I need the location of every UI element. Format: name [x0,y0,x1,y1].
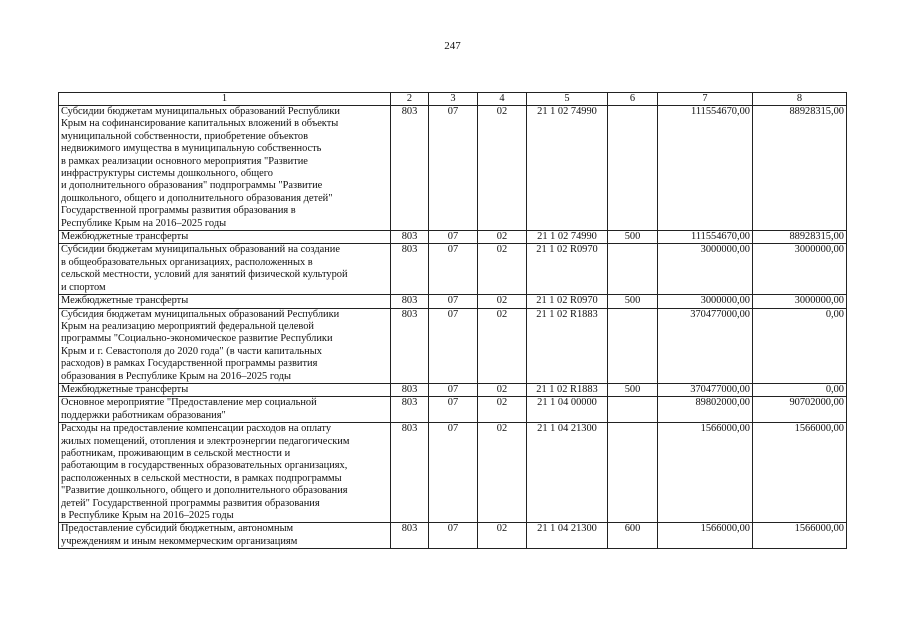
row-description: Межбюджетные трансферты [59,383,391,396]
budget-table [58,92,847,549]
target-article-code: 21 1 02 74990 [527,231,608,244]
page-number: 247 [444,40,461,52]
table-row [59,231,847,244]
target-article-code: 21 1 02 R0970 [527,244,608,295]
header-row [59,93,847,106]
row-description: Субсидии бюджетам муниципальных образований на создание в общеобразовательных организациях, расположенных в сельской местности, условий для занятий физической культурой и спортом [59,244,391,295]
amount-col-7: 3000000,00 [658,244,753,295]
admin-code: 803 [391,106,429,231]
target-article-code: 21 1 02 R1883 [527,383,608,396]
target-article-code: 21 1 02 R1883 [527,308,608,383]
target-article-code: 21 1 02 74990 [527,106,608,231]
expense-type-code: 600 [608,523,658,549]
amount-col-8: 3000000,00 [753,244,847,295]
row-description: Основное мероприятие "Предоставление мер социальной поддержки работникам образования" [59,397,391,423]
table-row [59,397,847,423]
expense-type-code [608,397,658,423]
amount-col-8: 90702000,00 [753,397,847,423]
subsection-code: 02 [478,244,527,295]
table-row [59,523,847,549]
subsection-code: 02 [478,308,527,383]
admin-code: 803 [391,523,429,549]
header-col-7: 7 [658,93,753,106]
amount-col-7: 89802000,00 [658,397,753,423]
expense-type-code: 500 [608,295,658,308]
table-row [59,423,847,523]
amount-col-8: 3000000,00 [753,295,847,308]
row-description: Предоставление субсидий бюджетным, автономным учреждениям и иным некоммерческим организациям [59,523,391,549]
subsection-code: 02 [478,397,527,423]
section-code: 07 [429,295,478,308]
amount-col-7: 111554670,00 [658,106,753,231]
section-code: 07 [429,397,478,423]
target-article-code: 21 1 04 21300 [527,423,608,523]
section-code: 07 [429,423,478,523]
amount-col-7: 1566000,00 [658,423,753,523]
amount-col-8: 88928315,00 [753,106,847,231]
amount-col-8: 0,00 [753,308,847,383]
subsection-code: 02 [478,295,527,308]
row-description: Межбюджетные трансферты [59,231,391,244]
row-description: Субсидии бюджетам муниципальных образований Республики Крым на софинансирование капитальных вложений в объекты муниципальной собственности, приобретение объектов недвижимого имущества в муниципальную собственность в рамках реализации основного мероприятия "Развитие инфраструктуры системы дошкольного, общего и дополнительного образования" подпрограммы "Развитие дошкольного, общего и дополнительного образования детей" Государственной программы развития образования в Республике Крым на 2016–2025 годы [59,106,391,231]
table-row [59,295,847,308]
amount-col-8: 88928315,00 [753,231,847,244]
admin-code: 803 [391,308,429,383]
table-row [59,106,847,231]
row-description: Расходы на предоставление компенсации расходов на оплату жилых помещений, отопления и электроэнергии педагогическим работникам, проживающим в сельской местности и работающим в государственных образовательных организациях, расположенных в сельской местности, в рамках подпрограммы "Развитие дошкольного, общего и дополнительного образования детей" Государственной программы развития образования в Республике Крым на 2016–2025 годы [59,423,391,523]
expense-type-code [608,423,658,523]
header-col-3: 3 [429,93,478,106]
subsection-code: 02 [478,106,527,231]
section-code: 07 [429,244,478,295]
amount-col-7: 1566000,00 [658,523,753,549]
admin-code: 803 [391,295,429,308]
admin-code: 803 [391,397,429,423]
amount-col-8: 1566000,00 [753,523,847,549]
header-col-4: 4 [478,93,527,106]
admin-code: 803 [391,244,429,295]
section-code: 07 [429,383,478,396]
expense-type-code: 500 [608,231,658,244]
subsection-code: 02 [478,383,527,396]
expense-type-code [608,308,658,383]
target-article-code: 21 1 04 21300 [527,523,608,549]
section-code: 07 [429,308,478,383]
amount-col-7: 3000000,00 [658,295,753,308]
row-description: Межбюджетные трансферты [59,295,391,308]
amount-col-7: 370477000,00 [658,383,753,396]
subsection-code: 02 [478,231,527,244]
section-code: 07 [429,106,478,231]
expense-type-code [608,106,658,231]
header-col-6: 6 [608,93,658,106]
row-description: Субсидия бюджетам муниципальных образований Республики Крым на реализацию мероприятий федеральной целевой программы "Социально-экономическое развитие Республики Крым и г. Севастополя до 2020 года" (в части капитальных расходов) в рамках Государственной программы развития образования в Республике Крым на 2016–2025 годы [59,308,391,383]
table-row [59,308,847,383]
header-col-8: 8 [753,93,847,106]
header-col-1: 1 [59,93,391,106]
admin-code: 803 [391,383,429,396]
amount-col-7: 370477000,00 [658,308,753,383]
header-col-2: 2 [391,93,429,106]
target-article-code: 21 1 04 00000 [527,397,608,423]
subsection-code: 02 [478,423,527,523]
header-col-5: 5 [527,93,608,106]
subsection-code: 02 [478,523,527,549]
expense-type-code: 500 [608,383,658,396]
amount-col-8: 1566000,00 [753,423,847,523]
target-article-code: 21 1 02 R0970 [527,295,608,308]
admin-code: 803 [391,231,429,244]
section-code: 07 [429,231,478,244]
table-row [59,244,847,295]
table-row [59,383,847,396]
amount-col-7: 111554670,00 [658,231,753,244]
amount-col-8: 0,00 [753,383,847,396]
expense-type-code [608,244,658,295]
admin-code: 803 [391,423,429,523]
section-code: 07 [429,523,478,549]
